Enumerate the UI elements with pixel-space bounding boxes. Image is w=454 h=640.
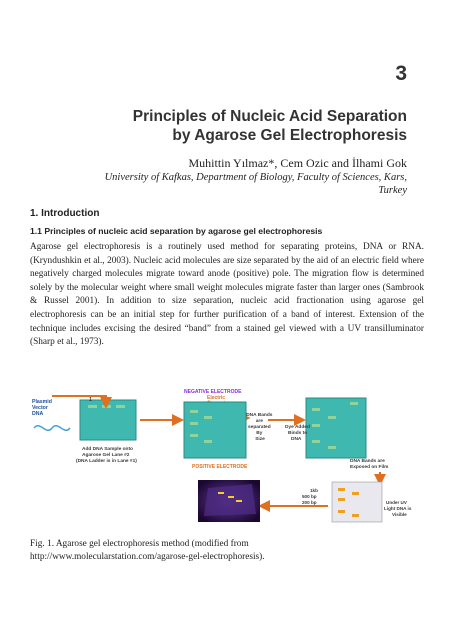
affiliation (47, 171, 407, 197)
affiliation-line-1: University of Kafkas, Department of Biology, Faculty of Sciences, Kars, (104, 172, 407, 183)
chapter-number: 3 (395, 62, 407, 85)
bands-separated-label: DNA Bands are separated By Size (246, 413, 273, 442)
uv-band (228, 496, 234, 498)
gel-band (312, 424, 320, 427)
film-band (352, 514, 359, 517)
add-sample-label: Add DNA Sample onto Agarose Gel Lane #2 (DNA Ladder is in Lane #1) (76, 447, 137, 464)
body-paragraph: Agarose gel electrophoresis is a routinely used method for separating proteins, DNA or RNA. (Kryndushkin et al., 2003). Nucleic acid molecules are size separated by the aid of an electric field where negatively charged molecules migrate toward anode (positive) pole. The migration flow is determined solely by the molecular weight where small weight molecules migrate faster than larger ones (Sambrook & Russel 2001). In addition to size separation, nucleic acid fractionation using agarose gel electrophoresis can be an initial step for further purification of a band of interest. Extension of the technique includes excising the desired “band” from a stained gel viewed with a UV transilluminator (Sharp et al., 1973). (30, 242, 424, 348)
plasmid-label: Plasmid Vector DNA (32, 399, 52, 417)
gel-band (350, 402, 358, 405)
uv-gel (204, 484, 256, 516)
film-band (352, 492, 359, 495)
title-line-2: by Agarose Gel Electrophoresis (172, 127, 407, 144)
uv-visible-label: Under UV Light DNA is Visible (384, 500, 412, 517)
figure-caption (30, 538, 424, 564)
section-heading: 1. Introduction (30, 208, 100, 219)
well (102, 405, 111, 408)
authors: Muhittin Yılmaz*, Cem Ozic and İlhami Gok (188, 156, 407, 170)
subsection-heading: 1.1 Principles of nucleic acid separation by agarose gel electrophoresis (30, 226, 323, 236)
lane-number-label: 1 (89, 397, 92, 403)
uv-band (218, 492, 224, 494)
gel-band (190, 410, 198, 413)
plasmid-dna-helix (34, 426, 70, 431)
gel-band (190, 422, 198, 425)
film-band (338, 488, 345, 491)
caption-line-1: Fig. 1. Agarose gel electrophoresis method (modified from (30, 539, 249, 549)
affiliation-line-2: Turkey (378, 185, 407, 196)
gel-band (312, 440, 320, 443)
electrophoresis-figure (32, 388, 422, 523)
film-band (338, 498, 345, 501)
film-band (338, 510, 345, 513)
well (88, 405, 97, 408)
caption-line-2: http://www.molecularstation.com/agarose-gel-electrophoresis). (30, 552, 265, 562)
chapter-title (47, 107, 407, 145)
gel-band (312, 408, 320, 411)
ladder-labels: 1kb 500 bp 200 bp (302, 488, 318, 505)
well (116, 405, 125, 408)
title-line-1: Principles of Nucleic Acid Separation (132, 108, 407, 125)
gel-band (328, 416, 336, 419)
positive-electrode-label: POSITIVE ELECTRODE (192, 464, 248, 470)
electric-current-label: Electric (207, 395, 226, 401)
negative-electrode-label: NEGATIVE ELECTRODE (184, 389, 242, 395)
dye-added-label: Dye Added Binds to DNA (285, 425, 310, 442)
gel-band (190, 434, 198, 437)
gel-band (328, 446, 336, 449)
gel-band (204, 416, 212, 419)
film-label: DNA Bands are Exposed on Film (350, 459, 389, 470)
gel-band (204, 440, 212, 443)
uv-band (236, 500, 242, 502)
